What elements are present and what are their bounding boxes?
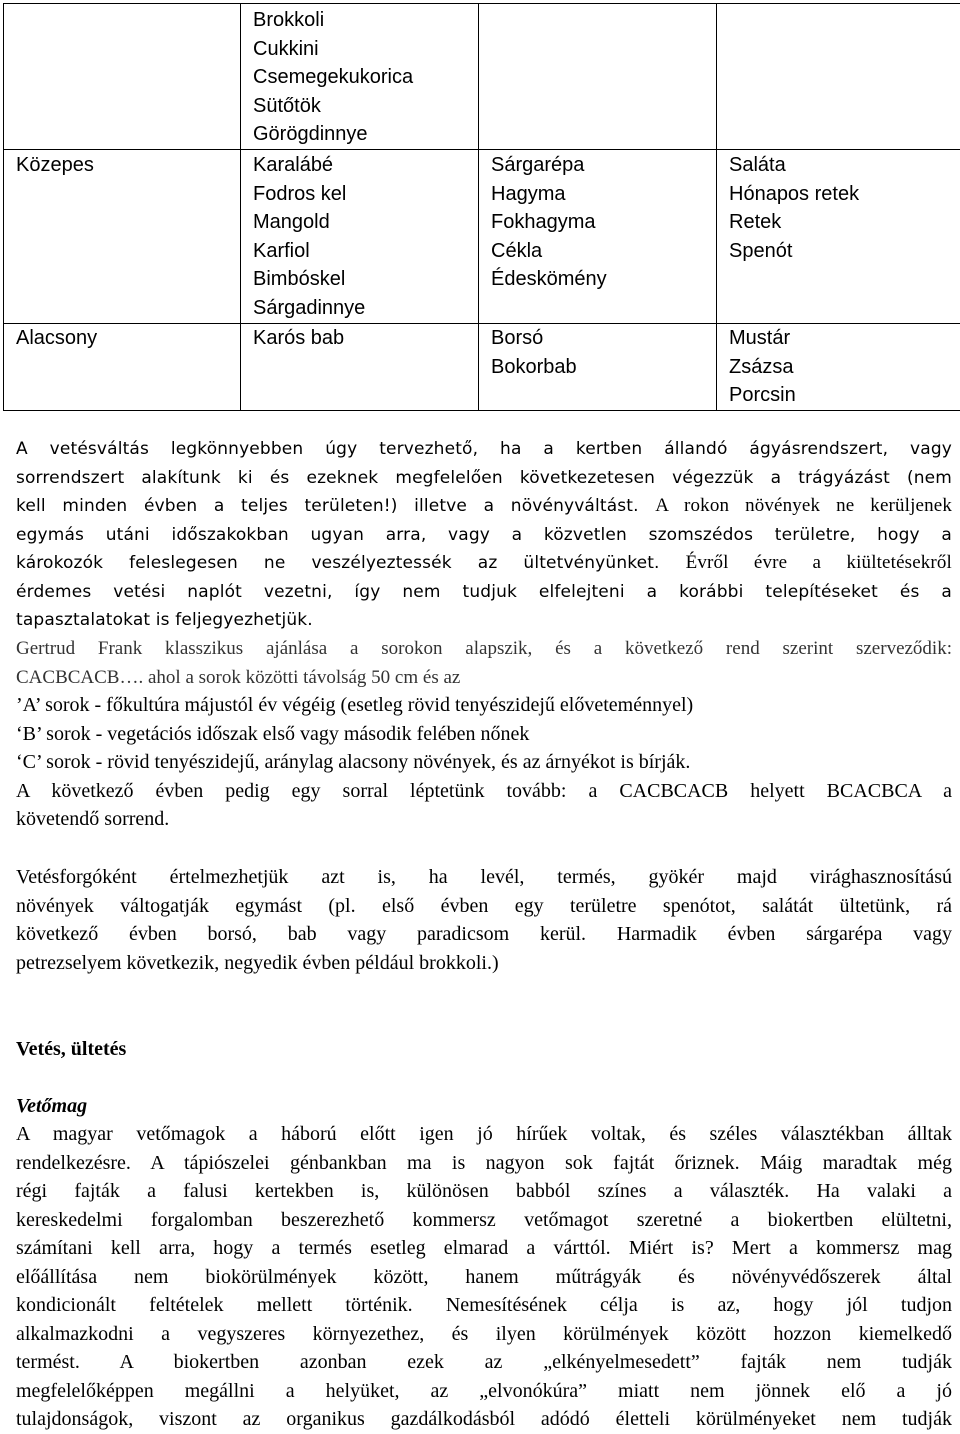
list-item: Hónapos retek xyxy=(729,180,954,209)
list-item: Mustár xyxy=(729,324,954,353)
row-a-description: ’A’ sorok - főkultúra májustól év végéig (esetleg rövid tenyészidejű előveteménnyel) xyxy=(16,691,952,720)
paragraph-line: növények váltogatják egymást (pl. első évben egy területre spenótot, salátát ültetünk, rá xyxy=(16,892,952,921)
low-column-cell xyxy=(241,324,479,411)
row-b-description: ‘B’ sorok - vegetációs időszak első vagy második felében nőnek xyxy=(16,720,952,749)
paragraph-line: Gertrud Frank klasszikus ajánlása a sorokon alapszik, és a következő rend szerint szerveződik: xyxy=(16,635,952,664)
paragraph-line: károkozók feleslegesen ne veszélyeztessék az ültetvényünket. Évről évre a kiültetésekről xyxy=(16,549,952,578)
paragraph-line: következő évben borsó, bab vagy paradicsom kerül. Harmadik évben sárgarépa vagy xyxy=(16,920,952,949)
list-item: Brokkoli xyxy=(253,6,466,35)
medium-column-cell xyxy=(717,150,960,324)
paragraph-line: egymás utáni időszakokban ugyan arra, vagy a közvetlen szomszédos területre, hogy a xyxy=(16,521,952,550)
paragraph-line: kell minden évben a teljes területen!) illetve a növényváltást. A rokon növények ne kerüljenek xyxy=(16,492,952,521)
paragraph-line: CACBCACB…. ahol a sorok közötti távolság 50 cm és az xyxy=(16,664,952,693)
paragraph-line: tapasztalatokat is feljegyezhetjük. xyxy=(16,606,952,635)
medium-column-cell xyxy=(241,150,479,324)
subheading: Vetőmag xyxy=(16,1092,952,1121)
paragraph-line: számítani kell arra, hogy a termés esetleg elmarad a várttól. Miért is? Mert a kommersz mag xyxy=(16,1234,952,1263)
list-item: Sárgadinnye xyxy=(253,294,466,323)
table-row xyxy=(4,4,960,150)
paragraph-line: kereskedelmi forgalomban beszerezhető kommersz vetőmagot szeretné a biokertben elültetni, xyxy=(16,1206,952,1235)
frank-paragraph xyxy=(16,635,952,692)
list-item: Sütőtök xyxy=(253,92,466,121)
empty-cell xyxy=(717,4,960,150)
row-label-cell xyxy=(4,4,241,150)
paragraph-line: sorrendszert alakítunk ki és ezeknek megfelelően következetesen végezzük a trágyázást (nem xyxy=(16,464,952,493)
list-item: Fodros kel xyxy=(253,180,466,209)
list-item: Spenót xyxy=(729,237,954,266)
list-item: Hagyma xyxy=(491,180,704,209)
paragraph-line: tulajdonságok, viszont az organikus gazdálkodásból adódó életteli körülményeket nem tudják xyxy=(16,1405,952,1434)
row-descriptions xyxy=(16,691,952,834)
vetesforgo-paragraph xyxy=(16,863,952,977)
list-item: Görögdinnye xyxy=(253,120,466,149)
list-item: Édeskömény xyxy=(491,265,704,294)
table-row xyxy=(4,324,960,411)
paragraph-line: Vetésforgóként értelmezhetjük azt is, ha levél, termés, gyökér majd virághasznosítású xyxy=(16,863,952,892)
paragraph-line: petrezselyem következik, negyedik évben például brokkoli.) xyxy=(16,949,952,978)
paragraph-line: A vetésváltás legkönnyebben úgy tervezhető, ha a kertben állandó ágyásrendszert, vagy xyxy=(16,435,952,464)
paragraph-line: előállítása nem biokörülmények között, hanem műtrágyák és növényvédőszerek által xyxy=(16,1263,952,1292)
paragraph-line: érdemes vetési naplót vezetni, így nem tudjuk elfelejteni a korábbi telepítéseket és a xyxy=(16,578,952,607)
paragraph-line-serif-tail: Évről évre a kiültetésekről xyxy=(686,552,952,573)
list-item: Cukkini xyxy=(253,35,466,64)
paragraph-line: A következő évben pedig egy sorral léptetünk tovább: a CACBCACB helyett BCACBCA a xyxy=(16,777,952,806)
row-label-cell: Közepes xyxy=(4,150,241,324)
section-heading: Vetés, ültetés xyxy=(16,1035,952,1064)
list-item: Mangold xyxy=(253,208,466,237)
vegetable-table xyxy=(3,3,960,411)
paragraph-line: megfelelőképpen megállni a helyüket, az „elvonókúra” miatt nem jönnek elő a jó xyxy=(16,1377,952,1406)
paragraph-line: rendelkezésre. A tápiószelei génbankban ma is nagyon sok fajtát őriznek. Máig maradtak még xyxy=(16,1149,952,1178)
row-label-cell: Alacsony xyxy=(4,324,241,411)
paragraph-line: régi fajták a falusi kertekben is, különösen babból színes a választék. Ha valaki a xyxy=(16,1177,952,1206)
list-item: Bokorbab xyxy=(491,353,704,382)
list-item: Karalábé xyxy=(253,151,466,180)
list-item: Csemegekukorica xyxy=(253,63,466,92)
empty-cell xyxy=(479,4,717,150)
list-item: Karfiol xyxy=(253,237,466,266)
list-item: Cékla xyxy=(491,237,704,266)
medium-column-cell xyxy=(479,150,717,324)
list-item: Sárgarépa xyxy=(491,151,704,180)
row-c-description: ‘C’ sorok - rövid tenyészidejű, aránylag alacsony növények, és az árnyékot is bírják. xyxy=(16,748,952,777)
list-item: Retek xyxy=(729,208,954,237)
list-item: Fokhagyma xyxy=(491,208,704,237)
paragraph-line: termést. A biokertben azonban ezek az „elkényelmesedett” fajták nem tudják xyxy=(16,1348,952,1377)
low-column-cell xyxy=(479,324,717,411)
rotation-paragraph xyxy=(16,435,952,635)
paragraph-line: A magyar vetőmagok a háború előtt igen jó hírűek voltak, és széles választékban álltak xyxy=(16,1120,952,1149)
paragraph-line-serif-tail: A rokon növények ne kerüljenek xyxy=(655,495,952,516)
tall-column-cell xyxy=(241,4,479,150)
table-row xyxy=(4,150,960,324)
low-column-cell xyxy=(717,324,960,411)
list-item: Bimbóskel xyxy=(253,265,466,294)
list-item: Karós bab xyxy=(253,324,466,353)
list-item: Porcsin xyxy=(729,381,954,410)
paragraph-line: alkalmazkodni a vegyszeres környezethez, és ilyen körülmények között hozzon kiemelkedő xyxy=(16,1320,952,1349)
paragraph-line: követendő sorrend. xyxy=(16,805,952,834)
vetomag-paragraph xyxy=(16,1120,952,1434)
list-item: Saláta xyxy=(729,151,954,180)
list-item: Zsázsa xyxy=(729,353,954,382)
list-item: Borsó xyxy=(491,324,704,353)
paragraph-line: kondicionált feltételek mellett történik. Nemesítésének célja is az, hogy jól tudjon xyxy=(16,1291,952,1320)
